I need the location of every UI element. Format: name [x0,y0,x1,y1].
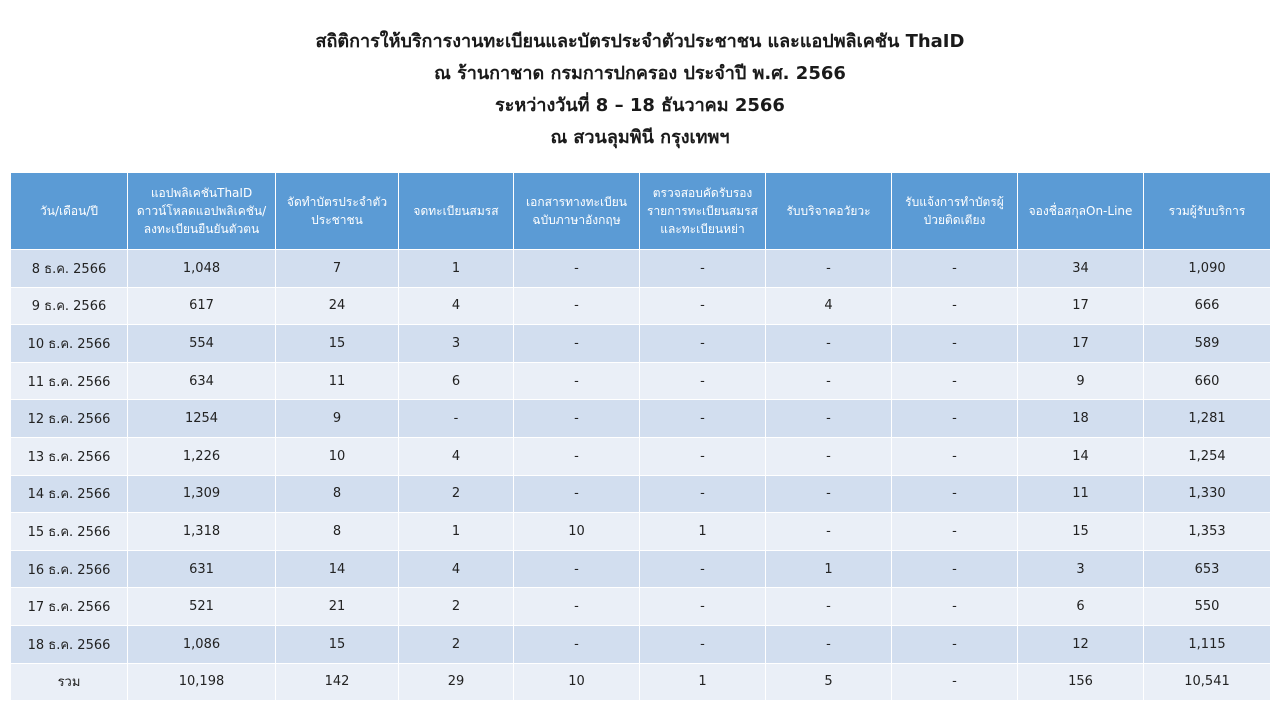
value-cell: 653 [1144,550,1271,588]
value-cell: 14 [276,550,399,588]
value-cell: 18 [1018,400,1144,438]
value-cell: 1,353 [1144,513,1271,551]
value-cell: 1,115 [1144,625,1271,663]
value-cell: 10,198 [128,663,276,701]
value-cell: 1,281 [1144,400,1271,438]
value-cell: 1254 [128,400,276,438]
value-cell: - [766,625,892,663]
value-cell: 24 [276,287,399,325]
header-row [11,173,1271,250]
value-cell: 3 [399,325,514,363]
value-cell: - [766,475,892,513]
value-cell: 12 [1018,625,1144,663]
report-title [0,26,1280,154]
value-cell: - [892,588,1018,626]
value-cell: - [514,250,640,288]
value-cell: 156 [1018,663,1144,701]
value-cell: - [640,588,766,626]
value-cell: - [892,437,1018,475]
column-header: วัน/เดือน/ปี [11,173,128,250]
value-cell: 521 [128,588,276,626]
value-cell: - [892,550,1018,588]
value-cell: - [640,287,766,325]
value-cell: 589 [1144,325,1271,363]
date-cell: 15 ธ.ค. 2566 [11,513,128,551]
value-cell: 8 [276,513,399,551]
value-cell: - [514,588,640,626]
value-cell: - [892,513,1018,551]
date-cell: 10 ธ.ค. 2566 [11,325,128,363]
date-cell: 12 ธ.ค. 2566 [11,400,128,438]
value-cell: - [892,250,1018,288]
value-cell: 1,254 [1144,437,1271,475]
value-cell: 2 [399,588,514,626]
value-cell: 4 [399,437,514,475]
column-header: รวมผู้รับบริการ [1144,173,1271,250]
value-cell: 15 [1018,513,1144,551]
table-row [11,287,1271,325]
value-cell: 4 [399,550,514,588]
value-cell: 17 [1018,325,1144,363]
value-cell: - [892,325,1018,363]
date-cell: 16 ธ.ค. 2566 [11,550,128,588]
table-header [11,173,1271,250]
date-cell: 13 ธ.ค. 2566 [11,437,128,475]
value-cell: 631 [128,550,276,588]
date-cell: 18 ธ.ค. 2566 [11,625,128,663]
value-cell: - [640,437,766,475]
value-cell: 11 [276,362,399,400]
value-cell: - [640,250,766,288]
value-cell: 9 [276,400,399,438]
value-cell: - [892,475,1018,513]
value-cell: - [766,588,892,626]
value-cell: 617 [128,287,276,325]
value-cell: 14 [1018,437,1144,475]
value-cell: - [640,400,766,438]
column-header: รับบริจาคอวัยวะ [766,173,892,250]
value-cell: 3 [1018,550,1144,588]
value-cell: - [514,325,640,363]
value-cell: 1,048 [128,250,276,288]
value-cell: - [640,325,766,363]
value-cell: 15 [276,625,399,663]
date-cell: รวม [11,663,128,701]
value-cell: 6 [1018,588,1144,626]
title-line-1: สถิติการให้บริการงานทะเบียนและบัตรประจำตัวประชาชน และแอปพลิเคชัน ThaID [315,31,965,52]
value-cell: 1,226 [128,437,276,475]
value-cell: 6 [399,362,514,400]
date-cell: 9 ธ.ค. 2566 [11,287,128,325]
value-cell: - [640,550,766,588]
value-cell: 11 [1018,475,1144,513]
title-line-3: ระหว่างวันที่ 8 – 18 ธันวาคม 2566 [495,95,785,116]
value-cell: 142 [276,663,399,701]
value-cell: - [892,625,1018,663]
table-row [11,625,1271,663]
column-header: จองชื่อสกุลOn-Line [1018,173,1144,250]
value-cell: - [640,625,766,663]
value-cell: - [766,250,892,288]
table-row [11,362,1271,400]
value-cell: 34 [1018,250,1144,288]
date-cell: 17 ธ.ค. 2566 [11,588,128,626]
table-row [11,475,1271,513]
value-cell: 5 [766,663,892,701]
value-cell: 634 [128,362,276,400]
value-cell: 1 [640,513,766,551]
value-cell: 29 [399,663,514,701]
value-cell: - [766,437,892,475]
value-cell: 1,090 [1144,250,1271,288]
table-body [11,250,1271,701]
value-cell: - [514,400,640,438]
value-cell: 1,330 [1144,475,1271,513]
value-cell: - [766,513,892,551]
value-cell: 550 [1144,588,1271,626]
table-row [11,437,1271,475]
table-row [11,513,1271,551]
value-cell: - [399,400,514,438]
value-cell: - [514,287,640,325]
value-cell: 1 [399,250,514,288]
value-cell: 1 [766,550,892,588]
total-row [11,663,1271,701]
value-cell: 10 [514,513,640,551]
table-row [11,250,1271,288]
value-cell: - [892,663,1018,701]
value-cell: - [892,362,1018,400]
value-cell: - [514,362,640,400]
value-cell: - [640,475,766,513]
value-cell: 1 [399,513,514,551]
title-line-2: ณ ร้านกาชาด กรมการปกครอง ประจำปี พ.ศ. 2566 [434,63,846,84]
value-cell: 1,309 [128,475,276,513]
value-cell: 10 [514,663,640,701]
table-row [11,400,1271,438]
column-header: จัดทำบัตรประจำตัว ประชาชน [276,173,399,250]
value-cell: 9 [1018,362,1144,400]
table-row [11,325,1271,363]
table-row [11,588,1271,626]
column-header: เอกสารทางทะเบียน ฉบับภาษาอังกฤษ [514,173,640,250]
value-cell: 4 [766,287,892,325]
value-cell: - [514,437,640,475]
value-cell: 8 [276,475,399,513]
value-cell: - [514,550,640,588]
value-cell: - [766,362,892,400]
column-header: รับแจ้งการทำบัตรผู้ ป่วยติดเตียง [892,173,1018,250]
value-cell: 1,318 [128,513,276,551]
value-cell: - [640,362,766,400]
value-cell: 4 [399,287,514,325]
title-line-4: ณ สวนลุมพินี กรุงเทพฯ [550,127,730,148]
column-header: ตรวจสอบคัดรับรอง รายการทะเบียนสมรส และทะเบียนหย่า [640,173,766,250]
value-cell: 660 [1144,362,1271,400]
value-cell: 554 [128,325,276,363]
value-cell: 2 [399,625,514,663]
value-cell: 10 [276,437,399,475]
date-cell: 11 ธ.ค. 2566 [11,362,128,400]
statistics-table [10,172,1271,701]
value-cell: 1,086 [128,625,276,663]
value-cell: 1 [640,663,766,701]
value-cell: - [766,325,892,363]
value-cell: 15 [276,325,399,363]
column-header: จดทะเบียนสมรส [399,173,514,250]
value-cell: - [514,475,640,513]
value-cell: 21 [276,588,399,626]
date-cell: 14 ธ.ค. 2566 [11,475,128,513]
date-cell: 8 ธ.ค. 2566 [11,250,128,288]
value-cell: - [892,400,1018,438]
value-cell: 10,541 [1144,663,1271,701]
column-header: แอปพลิเคชันThaID ดาวน์โหลดแอปพลิเคชัน/ ลงทะเบียนยืนยันตัวตน [128,173,276,250]
value-cell: 666 [1144,287,1271,325]
value-cell: 2 [399,475,514,513]
value-cell: 7 [276,250,399,288]
value-cell: - [892,287,1018,325]
value-cell: - [766,400,892,438]
value-cell: - [514,625,640,663]
table-row [11,550,1271,588]
value-cell: 17 [1018,287,1144,325]
